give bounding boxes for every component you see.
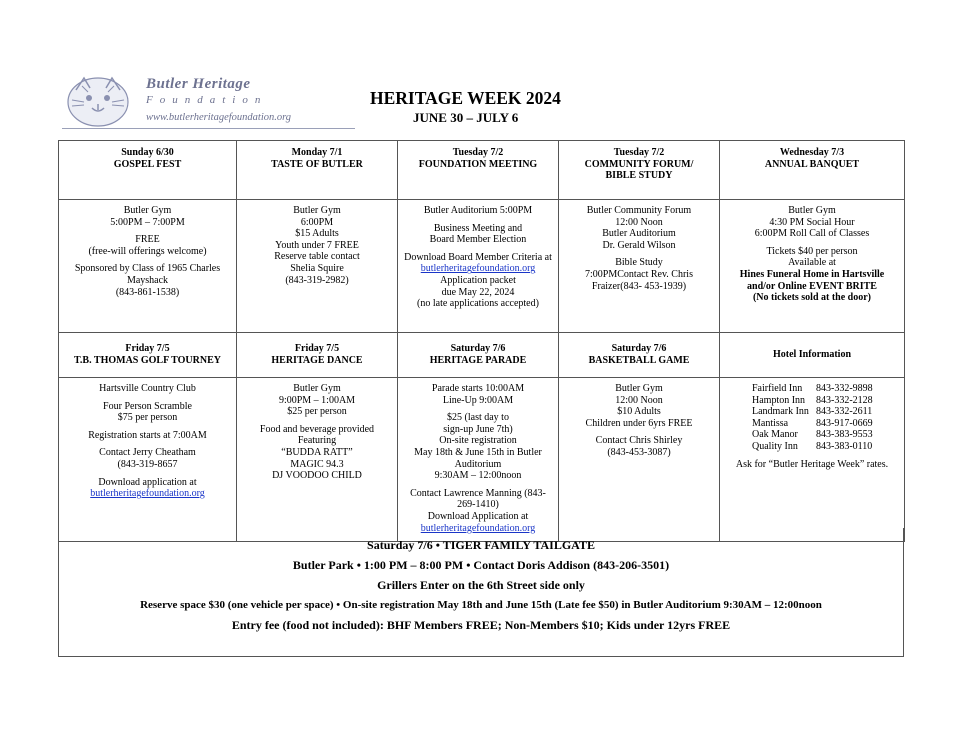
page-subtitle: JUNE 30 – JULY 6 [413,110,519,125]
event-name: BASKETBALL GAME [588,355,690,366]
detail-line: Tickets $40 per person [766,245,858,257]
detail-line: May 18th & June 15th in Butler [414,446,542,458]
hotel-name: Mantissa [752,417,789,429]
event-name: COMMUNITY FORUM/ [584,158,694,170]
hotel-phone: 843-383-0110 [816,440,873,452]
hotel-row [752,406,900,418]
event-name: HERITAGE PARADE [429,355,527,366]
detail-line: Butler Auditorium [602,228,676,240]
tailgate-reservation: Reserve space $30 (one vehicle per space) • On-site registration May 18th and June 15th (Late fee $50) in Butler Auditorium 9:30AM – 12:00noon [140,599,822,611]
detail-line: On-site registration [439,435,517,447]
logo-subname: Foundation [146,94,268,106]
event-detail-cell [398,378,559,542]
hotel-row [752,395,900,407]
event-name: TASTE OF BUTLER [271,158,363,170]
event-detail-cell [237,200,398,333]
detail-line: DJ VOODOO CHILD [272,470,362,482]
detail-line-bold: and/or Online EVENT BRITE [747,280,877,292]
detail-line: $10 Adults [617,406,661,418]
event-detail-cell [720,378,905,542]
detail-line: Board Member Election [429,234,527,246]
detail-line: $25 per person [287,406,347,418]
detail-line: Dr. Gerald Wilson [602,239,676,251]
event-header-cell [398,141,559,200]
detail-line: 9:00PM – 1:00AM [278,394,356,406]
detail-line: (no late applications accepted) [417,298,539,310]
detail-line: due May 22, 2024 [441,286,515,298]
event-header-cell [720,333,905,378]
tailgate-entry-fee: Entry fee (food not included): BHF Members FREE; Non-Members $10; Kids under 12yrs FREE [231,618,731,632]
hotel-phone: 843-383-9553 [816,429,873,441]
detail-line: Hartsville Country Club [99,383,196,394]
detail-line: Featuring [297,435,337,447]
detail-line: (843-861-1538) [115,286,180,298]
detail-line: Auditorium [454,458,502,470]
event-detail-cell [720,200,905,333]
detail-line: Mayshack [126,274,169,286]
detail-line: Butler Gym [615,383,663,394]
detail-line: Contact Lawrence Manning (843- [410,487,546,499]
detail-line: Parade starts 10:00AM [431,383,525,394]
detail-line: (843-453-3087) [607,446,671,458]
detail-line: Butler Gym [293,383,341,394]
tailgate-section [58,528,904,657]
detail-line: Available at [788,257,836,269]
event-day: Friday 7/5 [294,343,340,355]
logo-name: Butler Heritage [146,76,251,92]
detail-line: 4:30 PM Social Hour [769,216,855,228]
detail-line: Fraizer(843- 453-1939) [591,280,687,292]
event-detail-cell [59,378,237,542]
detail-line: Butler Auditorium 5:00PM [423,205,533,216]
hotel-name: Hampton Inn [752,394,806,406]
event-day: Sunday 6/30 [121,147,174,158]
detail-line: 12:00 Noon [615,394,663,406]
event-day: Tuesday 7/2 [613,147,665,158]
detail-line: Download Application at [427,510,529,522]
event-name: T.B. THOMAS GOLF TOURNEY [74,355,221,366]
detail-line: Application packet [440,274,516,286]
detail-line: (843-319-8657 [117,458,178,470]
hotel-phone: 843-917-0669 [816,417,873,429]
event-header-cell [237,141,398,200]
tailgate-griller-note: Grillers Enter on the 6th Street side only [377,578,585,592]
event-day: Wednesday 7/3 [779,147,845,158]
tiger-mascot-icon [62,72,134,128]
detail-line: Download Board Member Criteria at [404,251,552,263]
detail-line: 5:00PM – 7:00PM [110,216,185,228]
detail-line: Butler Gym [788,205,836,216]
header-row-2 [59,333,905,378]
header-row-1 [59,141,905,200]
tailgate-location: Butler Park • 1:00 PM – 8:00 PM • Contact Doris Addison (843-206-3501) [292,558,670,572]
hotel-name: Oak Manor [752,429,798,441]
event-header-cell [398,333,559,378]
foundation-link[interactable]: butlerheritagefoundation.org [420,522,536,534]
detail-line: Youth under 7 FREE [275,239,359,251]
detail-line: MAGIC 94.3 [290,458,344,470]
hotel-name: Landmark Inn [752,406,809,418]
detail-line: Food and beverage provided [259,423,375,435]
detail-line: Butler Gym [123,205,172,216]
event-name: HERITAGE DANCE [271,355,363,366]
detail-line: 7:00PMContact Rev. Chris [585,268,693,280]
tailgate-title: Saturday 7/6 • TIGER FAMILY TAILGATE [367,538,595,552]
detail-line: Sponsored by Class of 1965 Charles [74,263,221,275]
detail-line: 9:30AM – 12:00noon [434,470,522,482]
detail-line-bold: (No tickets sold at the door) [752,292,872,304]
hotel-name: Fairfield Inn [752,383,803,394]
hotel-rates-note: Ask for “Butler Heritage Week” rates. [735,458,889,470]
detail-line-bold: Hines Funeral Home in Hartsville [739,268,885,280]
detail-line: Children under 6yrs FREE [585,417,693,429]
event-name: BIBLE STUDY [605,170,673,182]
event-detail-cell [559,378,720,542]
event-detail-cell [237,378,398,542]
event-day: Friday 7/5 [125,343,170,355]
detail-line: “BUDDA RATT” [281,446,353,458]
event-name: GOSPEL FEST [113,158,182,170]
detail-line: $75 per person [117,412,178,424]
detail-line: Line-Up 9:00AM [442,394,514,406]
logo-url[interactable]: www.butlerheritagefoundation.org [146,112,292,123]
event-day: Saturday 7/6 [611,343,667,355]
detail-line: Reserve table contact [274,251,360,263]
foundation-logo [62,72,362,130]
detail-line: Butler Gym [293,205,341,216]
detail-line: (843-319-2982) [285,274,349,286]
hotel-list [752,383,900,453]
event-day: Tuesday 7/2 [452,147,504,158]
event-name: Hotel Information [772,349,852,361]
detail-line: Contact Jerry Cheatham [99,447,196,459]
schedule-table [58,140,905,542]
event-header-cell [237,333,398,378]
detail-line: Business Meeting and [433,222,523,234]
hotel-phone: 843-332-2611 [816,406,873,418]
foundation-link[interactable]: butlerheritagefoundation.org [90,488,205,500]
event-name: ANNUAL BANQUET [764,158,860,170]
logo-divider [62,128,355,129]
event-day: Saturday 7/6 [450,343,506,355]
detail-line: 12:00 Noon [615,216,663,228]
detail-line: Four Person Scramble [103,400,192,412]
detail-line: 269-1410) [457,499,499,511]
detail-line: Shelia Squire [290,262,344,274]
hotel-row [752,441,900,453]
detail-row-2 [59,378,905,542]
detail-line: $15 Adults [295,228,339,240]
detail-row-1 [59,200,905,333]
event-header-cell [559,333,720,378]
event-day: Monday 7/1 [291,147,343,158]
event-header-cell [59,333,237,378]
detail-line: FREE [135,234,160,246]
event-detail-cell [398,200,559,333]
page-title: HERITAGE WEEK 2024 [370,88,561,108]
detail-line: 6:00PM [300,216,334,228]
hotel-name: Quality Inn [752,440,798,452]
detail-line: Contact Chris Shirley [595,435,683,447]
detail-line: Download application at [98,476,197,488]
hotel-row [752,383,900,395]
hotel-phone: 843-332-2128 [816,394,873,406]
event-detail-cell [559,200,720,333]
event-header-cell [559,141,720,200]
detail-line: sign-up June 7th) [443,423,513,435]
detail-line: (free-will offerings welcome) [88,245,207,257]
hotel-phone: 843-332-9898 [816,383,873,394]
detail-line: Butler Community Forum [586,205,692,216]
event-detail-cell [59,200,237,333]
detail-line: $25 (last day to [447,412,509,424]
hotel-row [752,418,900,430]
detail-line: 6:00PM Roll Call of Classes [754,228,870,240]
detail-line: Registration starts at 7:00AM [88,429,207,441]
foundation-link[interactable]: butlerheritagefoundation.org [420,263,536,275]
event-name: FOUNDATION MEETING [418,158,538,170]
event-header-cell [720,141,905,200]
detail-line: Bible Study [615,257,663,269]
hotel-row [752,429,900,441]
event-header-cell [59,141,237,200]
